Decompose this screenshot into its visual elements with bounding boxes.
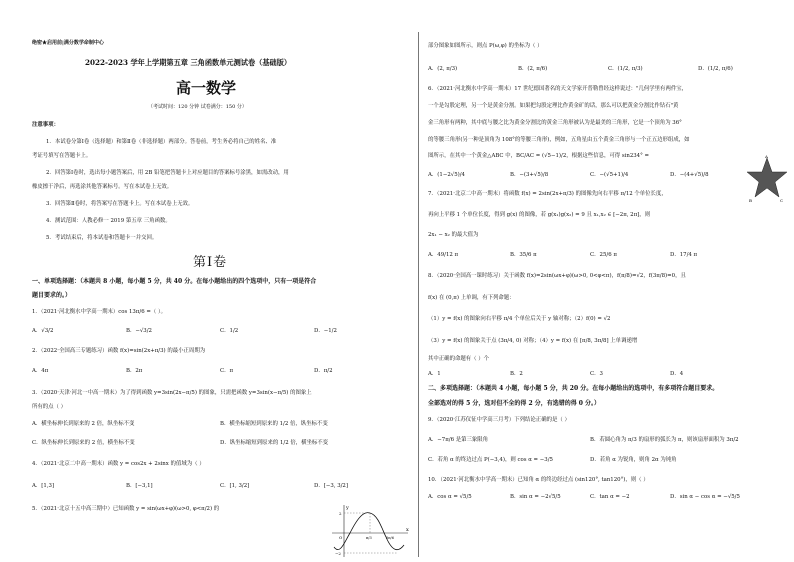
q3-option-d: D．纵坐标缩短到原来的 1/2 倍，横坐标不变 — [220, 440, 329, 446]
q3-option-a: A．横坐标伸长到原来的 2 倍，纵坐标不变 — [32, 421, 135, 427]
subject-title: 高一数学 — [176, 79, 237, 97]
q1-option-d: D．−1/2 — [314, 328, 337, 334]
q9-stem: 9．（2020·江苏仪征中学高三月考）下列结论正确的是（ ） — [428, 417, 570, 423]
q2-option-d: D．π/2 — [314, 368, 333, 374]
note-5: 5．考试结束后，将本试卷和答题卡一并交回。 — [46, 235, 158, 241]
part1-title: 第Ⅰ卷 — [193, 255, 228, 270]
q8-line-3: （1）y = f(x) 的图象向右平移 π/4 个单位后关于 y 轴对称；（2）f(0) = √2 — [428, 316, 611, 322]
star-label-b: B — [749, 198, 752, 203]
right-column — [424, 0, 794, 562]
q4-stem: 4．（2021·北京二中高一期末）函数 y = cos2x + 2sinx 的值域为（ ） — [32, 461, 205, 467]
q7-line-1: 7．（2021·北京二中高一期末）将函数 f(x) = 2sin(2x+π/3) 的图像先向右平移 π/12 个单位长度， — [428, 191, 667, 197]
section1-heading-2: 题目要求的。） — [32, 292, 72, 299]
graph-label-2: 2 — [339, 511, 342, 516]
q6-line-5: 图所示，在其中一个黄金△ABC 中，BC/AC = (√5−1)/2，根据这些信息，可得 sin234° = — [428, 153, 650, 159]
q6-option-d: D．−(4+√5)/8 — [670, 172, 709, 178]
q5-continuation: 部分图象如图所示，则点 P(ω,φ) 的坐标为（ ） — [428, 43, 543, 49]
section2-heading: 二、多项选择题：（本题共 4 小题，每小题 5 分，共 20 分。在每小题给出的选项中，有多项符合题目要求。 — [428, 385, 719, 392]
star-label-a: A — [765, 155, 768, 159]
q8-option-c: C．3 — [590, 371, 603, 377]
exam-info: （考试时间：120 分钟 试卷满分：150 分） — [148, 104, 247, 110]
q1-option-b: B．−√3/2 — [126, 328, 152, 334]
q7-option-b: B．35/6 π — [510, 252, 537, 258]
graph-label-origin: O — [339, 535, 343, 540]
note-1: 1．本试卷分第Ⅰ卷（选择题）和第Ⅱ卷（非选择题）两部分。答卷前，考生务必将自己的姓名、准 — [46, 139, 277, 145]
q2-option-c: C．π — [220, 368, 234, 374]
q6-line-1: 6．（2021·河北衡水中学高一期末）17 世纪德国著名的天文学家开普勒曾经这样说过："几何学里有两件宝， — [428, 86, 688, 92]
q2-option-b: B．2π — [126, 368, 143, 374]
q8-line-2: f(x) 在 (0,π) 上单调，有下列命题： — [428, 295, 515, 301]
q5-option-d: D．(1/2, π/6) — [698, 66, 733, 72]
q4-option-a: A．[1,3] — [32, 483, 55, 489]
q5-option-b: B．(2, π/6) — [518, 66, 548, 72]
q4-option-d: D．[−3, 3/2] — [314, 483, 348, 489]
graph-y-label: y — [346, 505, 349, 511]
q7-line-3: 2x₁ − x₂ 的最大值为 — [428, 232, 479, 238]
exam-title: 2022-2023 学年上学期第五章 三角函数单元测试卷（基础版） — [85, 58, 292, 67]
note-2b: 橡皮擦干净后，再选涂其他答案标号。写在本试卷上无效。 — [32, 184, 173, 190]
q4-option-c: C．[1, 3/2] — [220, 483, 250, 489]
q5-option-a: A．(2, π/3) — [428, 66, 458, 72]
graph-label-5pi6: 5π/6 — [386, 536, 394, 540]
q3-option-c: C．纵坐标伸长到原来的 2 倍，横坐标不变 — [32, 440, 135, 446]
q5-graph — [330, 503, 410, 558]
q6-line-3: 金三角形有两种，其中底与腰之比为黄金分割比的黄金三角形被认为是最美的三角形，它是一个顶角为 36° — [428, 120, 682, 126]
notes-heading: 注意事项： — [32, 122, 59, 128]
q10-option-a: A．cos α = √5/5 — [428, 494, 472, 500]
q4-option-b: B．[−3,1] — [126, 483, 153, 489]
secret-mark: 绝密★启用前|满分数学命制中心 — [32, 40, 104, 46]
note-1b: 考证号填写在答题卡上。 — [32, 153, 92, 159]
note-4: 4．测试范围：人教必修一 2019 第五章 三角函数。 — [46, 218, 171, 224]
section2-heading-2: 全部选对的得 5 分，选对但不全的得 2 分，有选错的得 0 分。） — [428, 400, 601, 407]
q8-option-d: D．4 — [670, 371, 684, 377]
q7-option-a: A．49/12 π — [428, 252, 459, 258]
q10-stem: 10．（2021·河北衡水中学高一期末）已知角 α 的终边经过点 (sin120°, tan120°)，则（ ） — [428, 477, 649, 483]
q9-option-c: C．若角 α 的终边过点 P(−3,4)，则 cos α = −3/5 — [428, 457, 553, 463]
left-column — [32, 0, 415, 562]
q5-stem: 5．（2021·北京十五中高三期中）已知函数 y = sin(ωx+φ)(ω>0, φ<π/2) 的 — [32, 506, 220, 512]
q9-option-b: B．若圆心角为 π/3 的扇形的弧长为 π，则该扇形面积为 3π/2 — [590, 437, 739, 443]
star-label-c: C — [780, 198, 784, 203]
q8-line-1: 8．（2020·全国高一课时练习）关于函数 f(x)=2sin(ωx+φ)(ω>0, 0<φ<π)，f(π/8)=√2，f(3π/8)=0，且 — [428, 273, 686, 279]
q1-option-c: C．1/2 — [220, 328, 239, 334]
q10-option-b: B．sin α = −2√5/5 — [510, 494, 561, 500]
q3-stem: 3．（2020·天津·河北一中高一期末）为了得到函数 y=3sin(2x−π/5) 的图象，只需把函数 y=3sin(x−π/5) 的图象上 — [32, 390, 312, 396]
q1-option-a: A．√3/2 — [32, 328, 54, 334]
q8-option-a: A．1 — [428, 371, 441, 377]
pentagram-figure — [744, 155, 790, 203]
q8-line-4: （3）y = f(x) 的图象关于点 (3π/4, 0) 对称；（4）y = f(x) 在 [π/8, 3π/8] 上单调递增 — [428, 338, 638, 344]
q3-stem-2: 所有的点（ ） — [32, 404, 67, 410]
q2-stem: 2．（2022·全国高三专题练习）函数 f(x)=sin(2x+π/3) 的最小正周期为 — [32, 348, 206, 354]
section1-heading: 一、单项选择题：（本题共 8 小题，每小题 5 分，共 40 分。在每小题给出的四个选项中，只有一项是符合 — [32, 278, 317, 285]
q6-option-a: A．(1−2√5)/4 — [428, 172, 465, 178]
q7-option-c: C．25/6 π — [590, 252, 617, 258]
q9-option-a: A．−7π/6 是第三象限角 — [428, 437, 489, 443]
graph-label-neg2: −2 — [335, 551, 341, 556]
column-divider — [418, 32, 419, 557]
note-3: 3．回答第Ⅱ卷时，将答案写在答题卡上。写在本试卷上无效。 — [46, 201, 194, 207]
q6-option-c: C．−(√5+1)/4 — [590, 172, 629, 178]
q3-option-b: B．横坐标缩短到原来的 1/2 倍，纵坐标不变 — [220, 421, 328, 427]
q5-option-c: C．(1/2, π/3) — [608, 66, 643, 72]
q6-line-4: 的等腰三角形(另一种是顶角为 108°的等腰三角形)，例如，五角星由五个黄金三角形与一个正五边形组成，如 — [428, 137, 690, 143]
q7-line-2: 再向上平移 1 个单位长度，得到 g(x) 的图像，若 g(x₁)g(x₂) = 9 且 x₁,x₂ ∈ [−2π, 2π]，则 — [428, 212, 651, 218]
q2-option-a: A．4π — [32, 368, 49, 374]
q1-stem: 1．（2021·河北衡水中学高一期末）cos 13π/6 =（ ）。 — [32, 309, 167, 315]
q6-line-2: 一个是勾股定理，另一个是黄金分割。如果把勾股定理比作黄金矿的话，那么可以把黄金分割比作钻石"黄 — [428, 103, 679, 109]
graph-x-label: x — [406, 527, 409, 533]
q7-option-d: D．17/4 π — [670, 252, 698, 258]
pentagram-star — [747, 158, 787, 197]
q8-option-b: B．2 — [510, 371, 523, 377]
graph-label-pi3: π/3 — [366, 536, 372, 540]
q9-option-d: D．若角 α 为锐角，则角 2α 为钝角 — [590, 457, 677, 463]
q10-option-d: D．sin α − cos α = −√5/5 — [670, 494, 740, 500]
q6-option-b: B．−(3+√5)/8 — [510, 172, 549, 178]
q8-line-5: 其中正确的命题有（ ）个 — [428, 356, 490, 362]
graph-curve — [334, 513, 404, 550]
q10-option-c: C．tan α = −2 — [590, 494, 630, 500]
note-2: 2．回答第Ⅰ卷时，选出每小题答案后，用 2B 铅笔把答题卡上对应题目的答案标号涂黑，如需改动，用 — [46, 170, 289, 176]
